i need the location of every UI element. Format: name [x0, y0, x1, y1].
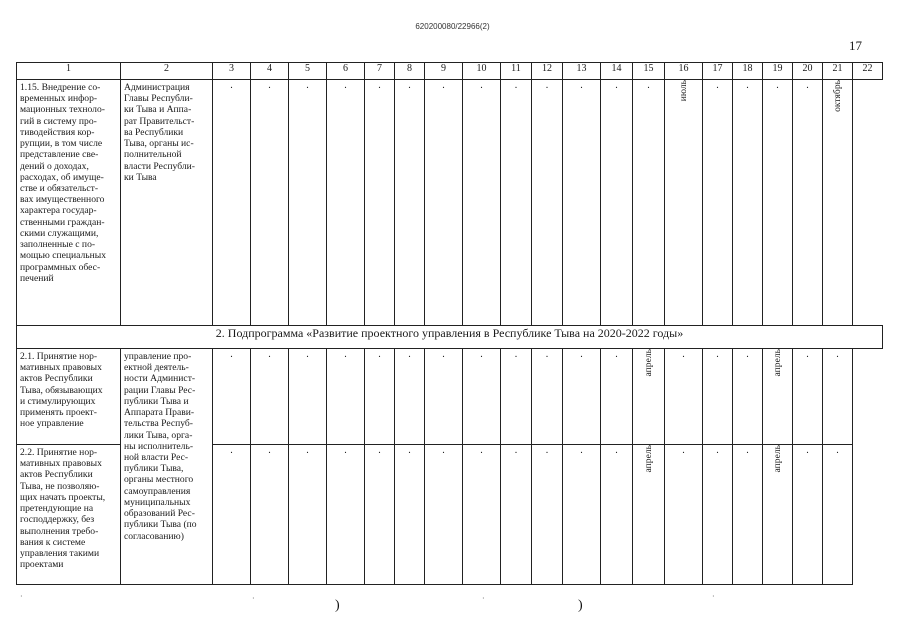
column-number-cell: 5: [289, 63, 327, 80]
table-row: [17, 80, 883, 326]
schedule-month-cell: [633, 445, 665, 585]
schedule-dot-cell: .: [532, 80, 563, 326]
table-row: [17, 349, 883, 445]
schedule-dot-cell: .: [703, 349, 733, 445]
scan-mark: ): [578, 598, 583, 613]
schedule-dot-cell: .: [289, 349, 327, 445]
schedule-dot-cell: .: [327, 80, 365, 326]
document-id: 620200080/22966(2): [415, 22, 490, 31]
schedule-dot-cell: .: [213, 349, 251, 445]
plan-table: [16, 62, 883, 585]
schedule-month-cell: [823, 80, 853, 326]
schedule-dot-cell: .: [532, 349, 563, 445]
column-number-cell: 11: [501, 63, 532, 80]
executor-cell: Администрация Главы Республи- ки Тыва и Аппа- рат Правительст- ва Республики Тыва, органы ис- полнительной власти Республи- ки Тыва: [121, 80, 213, 326]
column-number-cell: 15: [633, 63, 665, 80]
column-number-cell: 13: [563, 63, 601, 80]
schedule-dot-cell: .: [733, 80, 763, 326]
schedule-dot-cell: .: [703, 445, 733, 585]
deadline-month-label: октябрь: [831, 80, 843, 112]
schedule-dot-cell: .: [289, 445, 327, 585]
measure-name-cell: 2.1. Принятие нор- мативных правовых актов Республики Тыва, обязывающих и стимулирующих применять проект- ное управление: [17, 349, 121, 445]
column-number-cell: 20: [793, 63, 823, 80]
column-number-cell: 16: [665, 63, 703, 80]
schedule-dot-cell: .: [633, 80, 665, 326]
scan-mark: ·: [20, 592, 23, 601]
schedule-dot-cell: .: [251, 445, 289, 585]
column-number-cell: 12: [532, 63, 563, 80]
deadline-month-label: апрель: [771, 445, 783, 473]
column-number-cell: 4: [251, 63, 289, 80]
schedule-dot-cell: .: [733, 349, 763, 445]
section-title: 2. Подпрограмма «Развитие проектного управления в Республике Тыва на 2020-2022 годы»: [17, 326, 883, 349]
column-number-cell: 22: [853, 63, 883, 80]
schedule-dot-cell: .: [501, 349, 532, 445]
column-number-row: [17, 63, 883, 80]
scan-mark: ): [335, 598, 340, 613]
scan-mark: ·: [252, 594, 255, 603]
column-number-cell: 10: [463, 63, 501, 80]
column-number-cell: 9: [425, 63, 463, 80]
schedule-dot-cell: .: [563, 445, 601, 585]
schedule-dot-cell: .: [665, 349, 703, 445]
schedule-dot-cell: .: [601, 80, 633, 326]
schedule-dot-cell: .: [213, 80, 251, 326]
schedule-month-cell: [763, 445, 793, 585]
schedule-dot-cell: .: [532, 445, 563, 585]
schedule-dot-cell: .: [327, 445, 365, 585]
schedule-dot-cell: .: [425, 80, 463, 326]
measure-name-cell: 1.15. Внедрение со- временных инфор- мационных техноло- гий в систему про- тиводействия кор- рупции, в том числе представление све- дений о доходах, расходах, об имуще- стве и обязательст- вах имущественного характера государ- ственными граждан- скими служащими, заполненные с по- мощью специальных программных обес- печений: [17, 80, 121, 326]
column-number-cell: 6: [327, 63, 365, 80]
column-number-cell: 14: [601, 63, 633, 80]
schedule-dot-cell: .: [823, 445, 853, 585]
schedule-dot-cell: .: [703, 80, 733, 326]
schedule-dot-cell: .: [501, 80, 532, 326]
schedule-dot-cell: .: [563, 80, 601, 326]
column-number-cell: 17: [703, 63, 733, 80]
schedule-dot-cell: .: [733, 445, 763, 585]
deadline-month-label: апрель: [642, 445, 654, 473]
schedule-dot-cell: .: [665, 445, 703, 585]
schedule-dot-cell: .: [463, 349, 501, 445]
schedule-dot-cell: .: [395, 80, 425, 326]
page-number: 17: [849, 38, 862, 53]
schedule-dot-cell: .: [365, 80, 395, 326]
column-number-cell: 3: [213, 63, 251, 80]
schedule-dot-cell: .: [601, 445, 633, 585]
schedule-dot-cell: .: [251, 349, 289, 445]
column-number-cell: 2: [121, 63, 213, 80]
schedule-dot-cell: .: [251, 80, 289, 326]
measure-name-cell: 2.2. Принятие нор- мативных правовых актов Республики Тыва, не позволяю- щих начать проекты, претендующие на господдержку, без выполнения требо- вания к системе управления такими проектами: [17, 445, 121, 585]
column-number-cell: 21: [823, 63, 853, 80]
schedule-dot-cell: .: [601, 349, 633, 445]
schedule-dot-cell: .: [763, 80, 793, 326]
schedule-dot-cell: .: [793, 349, 823, 445]
column-number-cell: 1: [17, 63, 121, 80]
schedule-dot-cell: .: [289, 80, 327, 326]
schedule-dot-cell: .: [463, 445, 501, 585]
schedule-dot-cell: .: [563, 349, 601, 445]
schedule-dot-cell: .: [793, 445, 823, 585]
schedule-dot-cell: .: [213, 445, 251, 585]
deadline-month-label: апрель: [642, 349, 654, 377]
schedule-dot-cell: .: [395, 349, 425, 445]
schedule-dot-cell: .: [501, 445, 532, 585]
schedule-dot-cell: .: [425, 349, 463, 445]
executor-cell: управление про- ектной деятель- ности Админист- рации Главы Рес- публики Тыва и Аппарата Прави- тельства Респуб- лики Тыва, орга- ны исполнитель- ной власти Рес- публики Тыва, органы местного самоуправления муниципальных образований Рес- публики Тыва (по согласованию): [121, 349, 213, 585]
deadline-month-label: апрель: [771, 349, 783, 377]
section-heading-row: [17, 326, 883, 349]
column-number-cell: 8: [395, 63, 425, 80]
schedule-dot-cell: .: [365, 445, 395, 585]
schedule-dot-cell: .: [793, 80, 823, 326]
scan-mark: ·: [712, 592, 715, 601]
scan-mark: ·: [482, 594, 485, 603]
schedule-dot-cell: .: [425, 445, 463, 585]
column-number-cell: 18: [733, 63, 763, 80]
column-number-cell: 7: [365, 63, 395, 80]
schedule-month-cell: [763, 349, 793, 445]
column-number-cell: 19: [763, 63, 793, 80]
schedule-dot-cell: .: [463, 80, 501, 326]
schedule-month-cell: [665, 80, 703, 326]
schedule-dot-cell: .: [823, 349, 853, 445]
schedule-dot-cell: .: [365, 349, 395, 445]
schedule-month-cell: [633, 349, 665, 445]
schedule-dot-cell: .: [327, 349, 365, 445]
deadline-month-label: июль: [677, 80, 689, 102]
schedule-dot-cell: .: [395, 445, 425, 585]
